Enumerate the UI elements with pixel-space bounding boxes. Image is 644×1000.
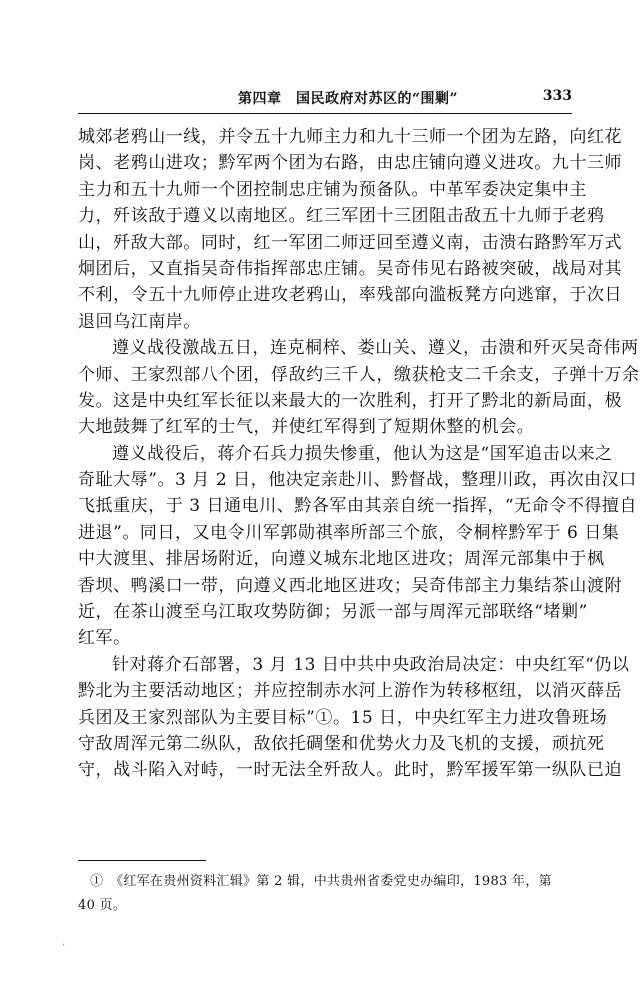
body-line: 遵义战役后，蒋介石兵力损失惨重，他认为这是“国军追击以来之 — [112, 443, 613, 464]
running-header — [78, 88, 572, 112]
body-line: 退回乌江南岸。 — [78, 311, 201, 332]
body-line: 城郊老鸦山一线，并令五十九师主力和九十三师一个团为左路，向红花 — [78, 127, 623, 147]
body-line: 大地鼓舞了红军的士气，并使红军得到了短期休整的机会。 — [78, 417, 535, 438]
body-text — [78, 124, 640, 784]
footnote-line: ① 《红军在贵州资料汇辑》第 2 辑，中共贵州省委党史办编印，1983 年，第 — [90, 874, 552, 889]
body-line: 炯团后，又直指吴奇伟指挥部忠庄铺。吴奇伟见右路被突破，战局对其 — [78, 258, 623, 279]
body-line: 奇耻大辱”。3 月 2 日，他决定亲赴川、黔督战，整理川政，再次由汉口 — [78, 470, 637, 491]
body-line: 守，战斗陷入对峙，一时无法全歼敌人。此时，黔军援军第一纵队已迫 — [78, 760, 623, 781]
body-line: 个师、王家烈部八个团，俘敌约三千人，缴获枪支二千余支，子弹十万余 — [78, 364, 640, 385]
body-line: 力，歼该敌于遵义以南地区。红三军团十三团阻击敌五十九师于老鸦 — [78, 206, 605, 227]
body-line: 中大渡里、排居场附近，向遵义城东北地区进攻；周浑元部集中于枫 — [78, 549, 605, 570]
body-line: 针对蒋介石部署，3 月 13 日中共中央政治局决定：中央红军“仍以 — [112, 654, 630, 675]
body-line: 山，歼敌大部。同时，红一军团二师迂回至遵义南，击溃右路黔军万式 — [78, 232, 623, 253]
footnote-rule — [78, 860, 206, 861]
body-line: 主力和五十九师一个团控制忠庄铺为预备队。中革军委决定集中主 — [78, 179, 587, 200]
body-line: 红军。 — [78, 628, 131, 649]
body-line: 岗、老鸦山进攻；黔军两个团为右路，由忠庄铺向遵义进攻。九十三师 — [78, 153, 623, 174]
body-line: 发。这是中央红军长征以来最大的一次胜利，打开了黔北的新局面，极 — [78, 390, 623, 411]
body-line: 守敌周浑元第二纵队，敌依托碉堡和优势火力及飞机的支援，顽抗死 — [78, 733, 605, 754]
body-line: 不利，令五十九师停止进攻老鸦山，率残部向滥板凳方向逃窜，于次日 — [78, 285, 623, 306]
body-line: 兵团及王家烈部队为主要目标”①。15 日，中央红军主力进攻鲁班场 — [78, 707, 608, 728]
body-line: 遵义战役激战五日，连克桐梓、娄山关、遵义，击溃和歼灭吴奇伟两 — [112, 338, 639, 359]
body-line: 香坝、鸭溪口一带，向遵义西北地区进攻；吴奇伟部主力集结茶山渡附 — [78, 575, 623, 596]
body-line: 黔北为主要活动地区；并应控制赤水河上游作为转移枢纽，以消灭薛岳 — [78, 681, 623, 702]
header-rule — [78, 113, 572, 114]
page-number: 333 — [542, 88, 572, 104]
footnote-line: 40 页。 — [78, 898, 127, 913]
footnote — [78, 870, 576, 918]
scan-speck: · — [62, 940, 66, 951]
body-line: 进退”。同日，又电令川军郭勋祺率所部三个旅，令桐梓黔军于 6 日集 — [78, 522, 620, 543]
body-line: 近，在茶山渡至乌江取攻势防御；另派一部与周浑元部联络“堵剿” — [78, 602, 588, 623]
chapter-title: 第四章 国民政府对苏区的“围剿” — [238, 91, 459, 107]
body-line: 飞抵重庆，于 3 日通电川、黔各军由其亲自统一指挥，“无命令不得擅自 — [78, 496, 638, 517]
